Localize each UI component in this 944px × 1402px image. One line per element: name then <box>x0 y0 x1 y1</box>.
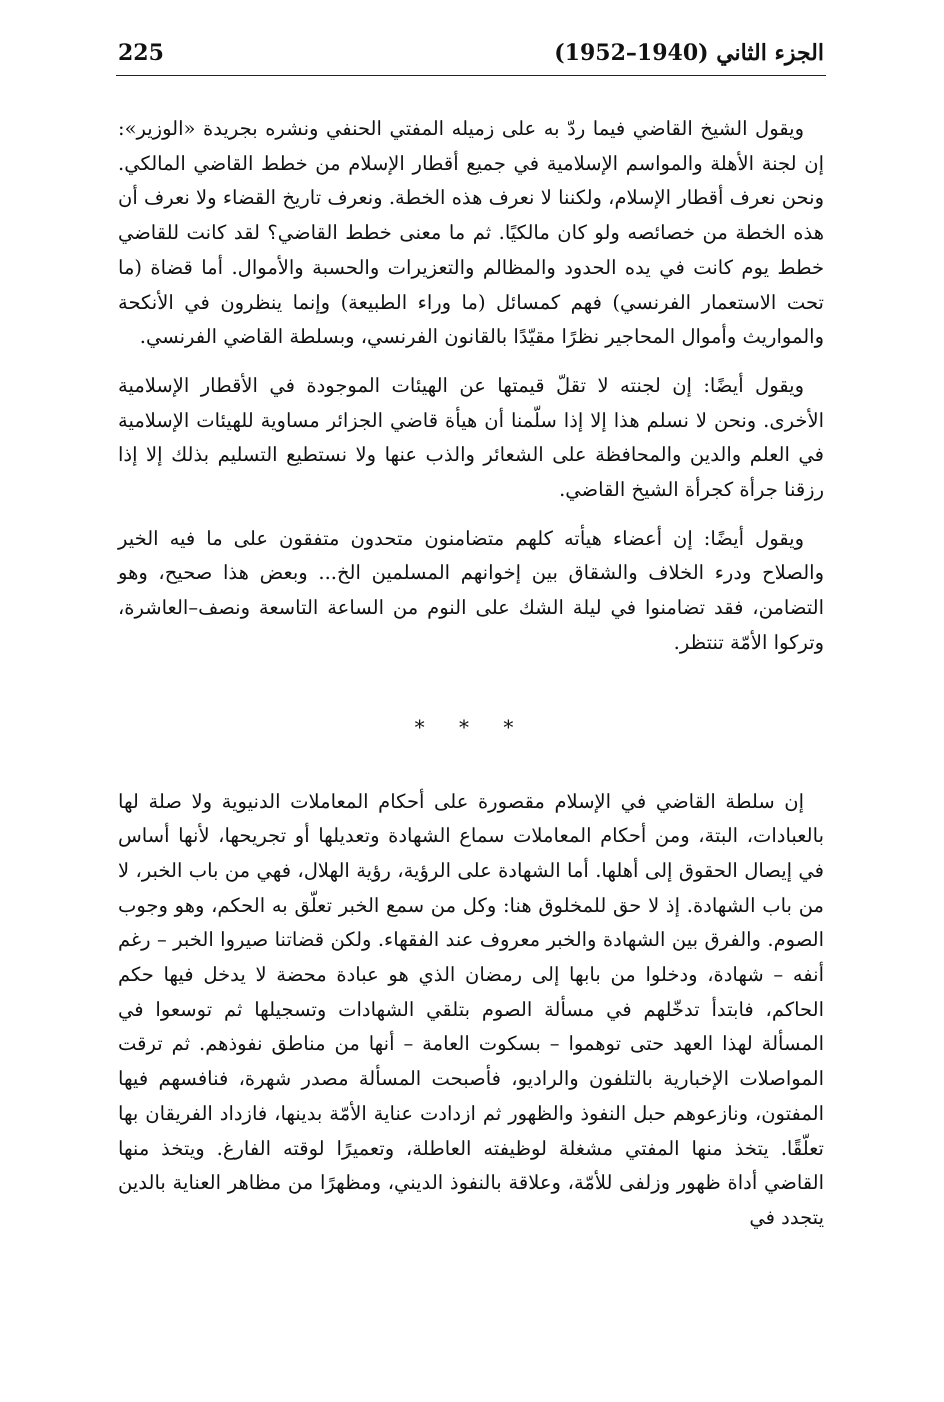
section-separator: * * * <box>414 714 528 739</box>
paragraph-4: إن سلطة القاضي في الإسلام مقصورة على أحكام المعاملات الدنيوية ولا صلة لها بالعبادات، البتة، ومن أحكام المعاملات سماع الشهادة وتعديلها أو تجريحها، لأنها أساس في إيصال الحقوق إلى أهلها. أما الشهادة على الرؤية، رؤية الهلال، فهي من باب الخبر، لا من باب الشهادة. إذ لا حق للمخلوق هنا: وكل من سمع الخبر تعلّق به الحكم، وهو وجوب الصوم. والفرق بين الشهادة والخبر معروف عند الفقهاء. ولكن قضاتنا صيروا الخبر – رغم أنفه – شهادة، ودخلوا من بابها إلى رمضان الذي هو عبادة محضة لا يدخل فيها حكم الحاكم، فابتدأ تدخّلهم في مسألة الصوم بتلقي الشهادات وتسجيلها ثم توسعوا في المسألة لهذا العهد حتى توهموا – بسكوت العامة – أنها من مناطق نفوذهم. ثم ترقت المواصلات الإخبارية بالتلفون والراديو، فأصبحت المسألة مصدر شهرة، فنافسهم فيها المفتون، ونازعوهم حبل النفوذ والظهور ثم ازدادت عناية الأمّة بدينها، فازداد الفريقان بها تعلّقًا. يتخذ منها المفتي مشغلة لوظيفته العاطلة، وتعميرًا لوقته الفارغ. ويتخذ منها القاضي أداة ظهور وزلفى للأمّة، وعلاقة بالنفوذ الديني، ومظهرًا من مظاهر العناية بالدين يتجدد في <box>118 789 824 1229</box>
running-header-title: الجزء الثاني (1940–1952) <box>554 40 824 66</box>
body-text <box>118 112 824 1236</box>
paragraph-2: ويقول أيضًا: إن لجنته لا تقلّ قيمتها عن الهيئات الموجودة في الأقطار الإسلامية الأخرى. ونحن لا نسلم هذا إلا إذا سلّمنا أن هيأة قاضي الجزائر مساوية للهيئات الإسلامية في العلم والدين والمحافظة على الشعائر والذب عنها ولا نستطيع التسليم بذلك إلا إذا رزقنا جرأة كجرأة الشيخ القاضي. <box>118 373 824 502</box>
running-header <box>118 38 824 76</box>
page-number: 225 <box>118 40 164 66</box>
header-rule <box>116 75 826 76</box>
paragraph-1: ويقول الشيخ القاضي فيما ردّ به على زميله المفتي الحنفي ونشره بجريدة «الوزير»: إن لجنة الأهلة والمواسم الإسلامية في جميع أقطار الإسلام من خطط القاضي المالكي. ونحن نعرف أقطار الإسلام، ولكننا لا نعرف هذه الخطة. ونعرف تاريخ القضاء ولا نعرف أن هذه الخطة من خصائصه ولو كان مالكيًا. ثم ما معنى خطط القاضي؟ لقد كانت للقاضي خطط يوم كانت في يده الحدود والمظالم والتعزيرات والحسبة والأموال. أما قضاة (ما تحت الاستعمار الفرنسي) فهم كمسائل (ما وراء الطبيعة) وإنما ينظرون في الأنكحة والمواريث وأموال المحاجير نظرًا مقيّدًا بالقانون الفرنسي، وبسلطة القاضي الفرنسي. <box>118 117 824 349</box>
paragraph-3: ويقول أيضًا: إن أعضاء هيأته كلهم متضامنون متحدون متفقون على ما فيه الخير والصلاح ودرء الخلاف والشقاق بين إخوانهم المسلمين الخ... وبعض هذا صحيح، وهو التضامن، فقد تضامنوا في ليلة الشك على النوم من الساعة التاسعة ونصف–العاشرة، وتركوا الأمّة تنتظر. <box>118 526 824 654</box>
